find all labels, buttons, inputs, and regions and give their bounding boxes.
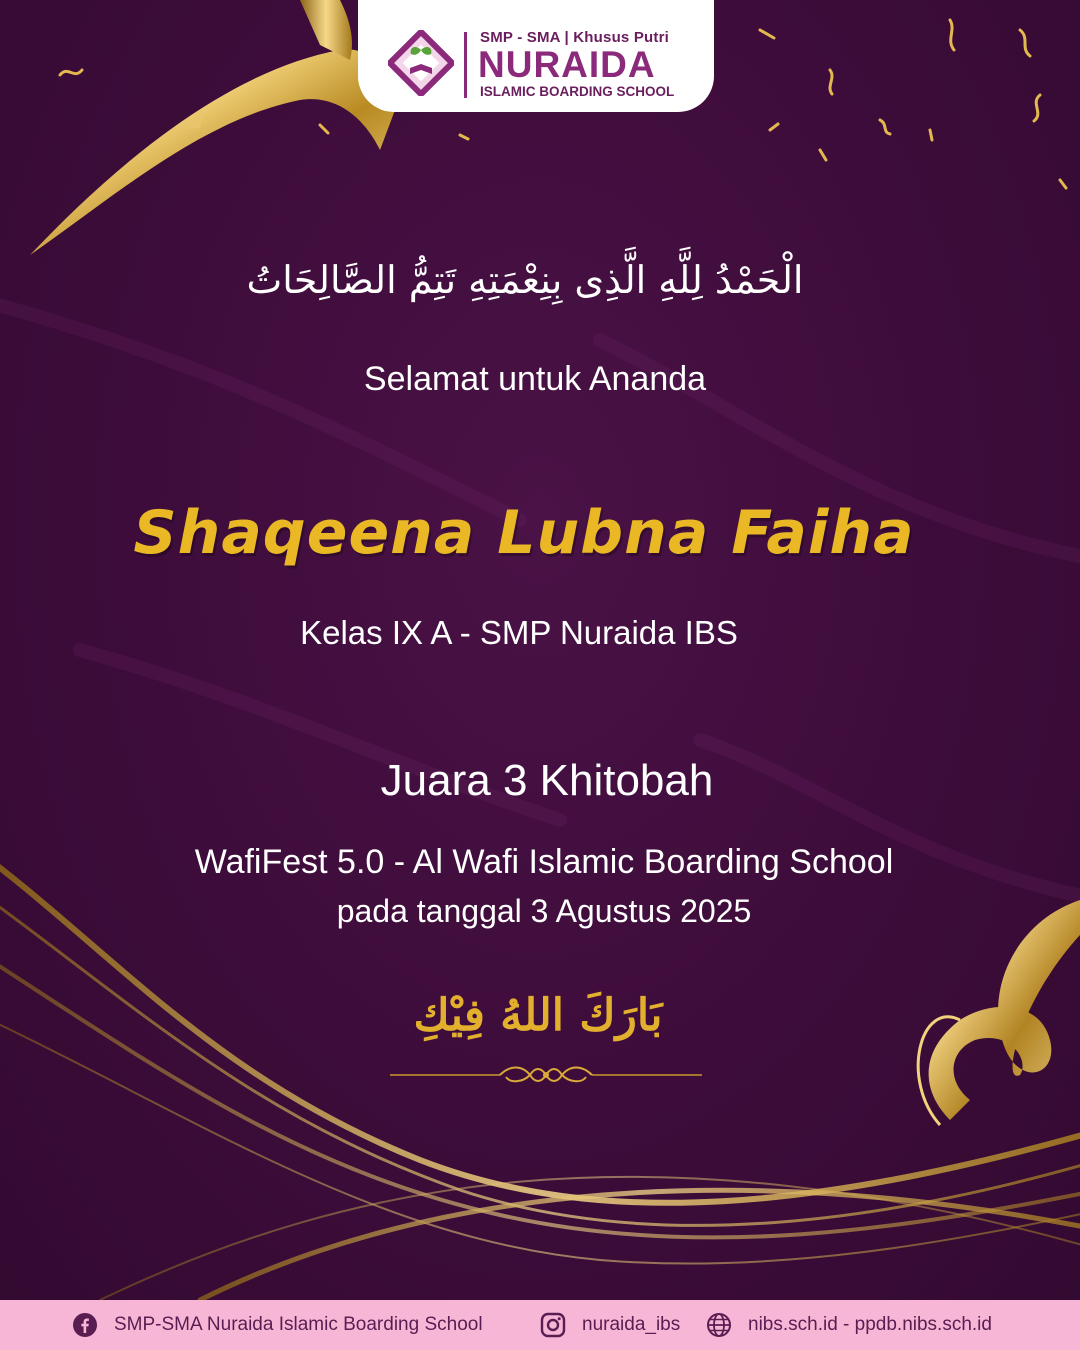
footer-bar bbox=[0, 1300, 1080, 1350]
logo-subtitle: SMP - SMA | Khusus Putri bbox=[480, 29, 670, 46]
arabic-praise: الْحَمْدُ لِلَّهِ الَّذِى بِنِعْمَتِهِ تَتِمُّ الصَّالِحَاتُ bbox=[246, 258, 804, 302]
greeting-text: Selamat untuk Ananda bbox=[363, 360, 707, 398]
footer-facebook[interactable] bbox=[72, 1300, 483, 1350]
arabic-blessing: بَارَكَ اللهُ فِيْكِ bbox=[413, 990, 663, 1041]
achievement-title: Juara 3 Khitobah bbox=[380, 756, 714, 805]
instagram-label: nuraida_ibs bbox=[582, 1314, 681, 1335]
student-name: Shaqeena Lubna Faiha bbox=[133, 498, 915, 568]
school-logo-card bbox=[358, 0, 714, 112]
website-label: nibs.sch.id - ppdb.nibs.sch.id bbox=[748, 1314, 992, 1335]
event-date: pada tanggal 3 Agustus 2025 bbox=[336, 893, 752, 929]
instagram-icon bbox=[540, 1312, 566, 1338]
logo-name: NURAIDA bbox=[478, 44, 656, 85]
school-emblem-icon bbox=[388, 30, 454, 96]
facebook-icon bbox=[72, 1312, 98, 1338]
logo-divider bbox=[464, 32, 467, 98]
ornament-divider bbox=[390, 1060, 702, 1090]
event-name: WafiFest 5.0 - Al Wafi Islamic Boarding School bbox=[194, 843, 894, 881]
facebook-label: SMP-SMA Nuraida Islamic Boarding School bbox=[114, 1314, 483, 1335]
footer-website[interactable] bbox=[706, 1300, 992, 1350]
class-info: Kelas IX A - SMP Nuraida IBS bbox=[300, 614, 738, 651]
globe-icon bbox=[706, 1312, 732, 1338]
logo-tagline: ISLAMIC BOARDING SCHOOL bbox=[480, 84, 675, 99]
footer-instagram[interactable] bbox=[540, 1300, 680, 1350]
